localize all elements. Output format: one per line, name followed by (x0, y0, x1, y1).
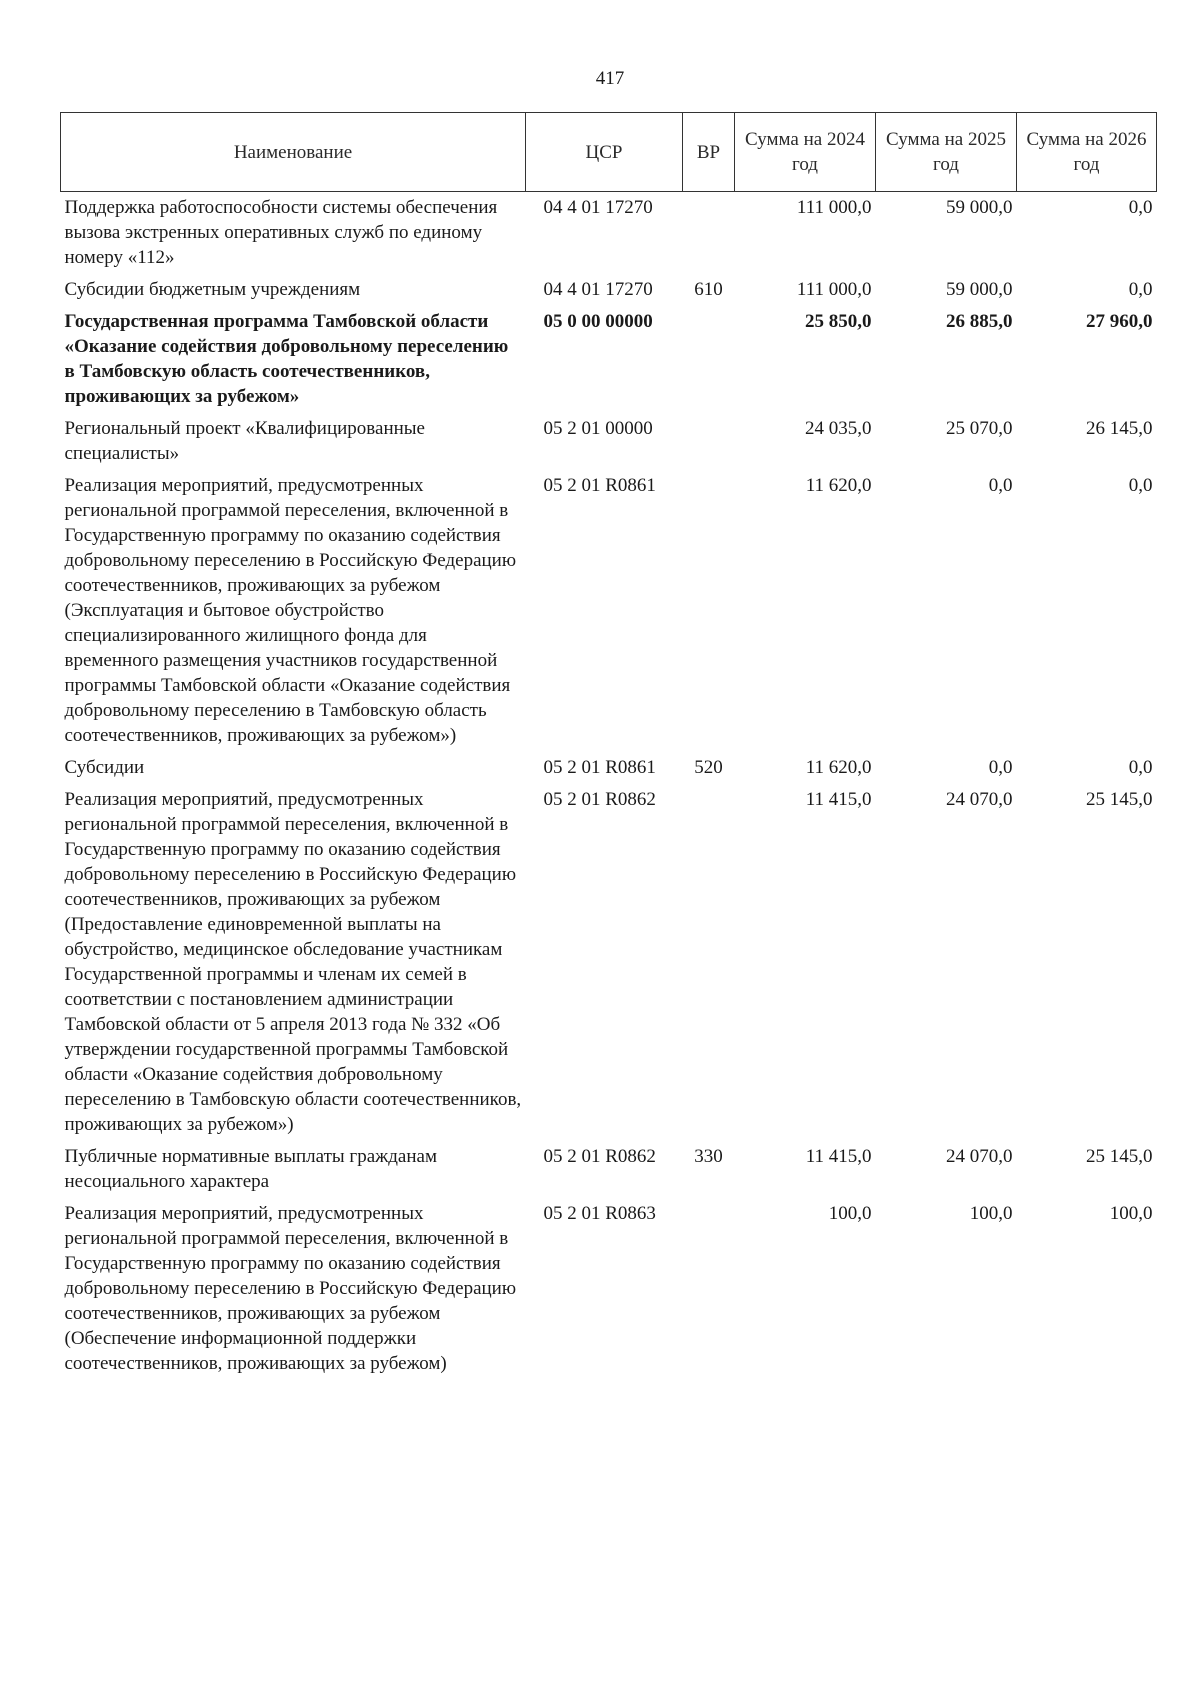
row-vr (683, 1198, 735, 1380)
row-csr: 05 2 01 R0862 (543, 1146, 656, 1167)
row-sum-2025: 25 070,0 (946, 418, 1013, 439)
row-vr (683, 306, 735, 413)
row-vr: 330 (694, 1146, 723, 1167)
row-sum-2024: 111 000,0 (796, 279, 872, 300)
row-sum-2025: 24 070,0 (946, 789, 1013, 810)
row-sum-2024: 11 415,0 (805, 1146, 872, 1167)
row-sum-2024: 11 415,0 (805, 789, 872, 810)
row-csr: 05 0 00 00000 (543, 311, 653, 332)
row-csr: 05 2 01 00000 (543, 418, 653, 439)
row-sum-2025: 24 070,0 (946, 1146, 1013, 1167)
header-sum-2025: Сумма на 2025 год (876, 113, 1017, 192)
row-vr (683, 784, 735, 1141)
page-number: 417 (595, 68, 625, 89)
row-vr (683, 192, 735, 275)
row-sum-2026: 0,0 (1128, 279, 1153, 300)
row-csr: 04 4 01 17270 (543, 279, 653, 300)
row-csr: 05 2 01 R0861 (543, 475, 656, 496)
row-sum-2026: 0,0 (1128, 475, 1153, 496)
row-name: Региональный проект «Квалифицированные специалисты» (64, 418, 425, 464)
header-vr: ВР (683, 113, 735, 192)
row-sum-2026: 27 960,0 (1086, 311, 1153, 332)
row-sum-2026: 0,0 (1128, 757, 1153, 778)
row-name: Субсидии бюджетным учреждениям (64, 279, 361, 300)
row-name: Публичные нормативные выплаты гражданам несоциального характера (64, 1146, 437, 1192)
table-row (61, 752, 1157, 784)
row-vr: 610 (694, 279, 723, 300)
table-row (61, 1198, 1157, 1380)
header-name: Наименование (61, 113, 526, 192)
row-csr: 04 4 01 17270 (543, 197, 653, 218)
row-name: Поддержка работоспособности системы обеспечения вызова экстренных оперативных служб по единому номеру «112» (64, 197, 498, 268)
row-sum-2024: 100,0 (828, 1203, 872, 1224)
row-csr: 05 2 01 R0863 (543, 1203, 656, 1224)
table-header-row (61, 113, 1157, 192)
row-sum-2024: 11 620,0 (805, 475, 872, 496)
row-sum-2025: 26 885,0 (946, 311, 1013, 332)
header-sum-2026: Сумма на 2026 год (1017, 113, 1157, 192)
row-vr: 520 (694, 757, 723, 778)
row-name: Реализация мероприятий, предусмотренных региональной программой переселения, включенной в Государственную программу по оказанию содействия добровольному переселению в Российскую Федерацию соотечественников, проживающих за рубежом (Эксплуатация и бытовое обустройство специализированного жилищного фонда для временного размещения участников государственной программы Тамбовской области «Оказание содействия добровольному переселению в Тамбовскую область соотечественников, проживающих за рубежом») (64, 475, 517, 746)
table-row (61, 306, 1157, 413)
table-row (61, 192, 1157, 275)
row-name: Реализация мероприятий, предусмотренных региональной программой переселения, включенной в Государственную программу по оказанию содействия добровольному переселению в Российскую Федерацию соотечественников, проживающих за рубежом (Предоставление единовременной выплаты на обустройство, медицинское обследование участникам Государственной программы и членам их семей в соответствии с постановлением администрации Тамбовской области от 5 апреля 2013 года № 332 «Об утверждении государственной программы Тамбовской области «Оказание содействия добровольному переселению в Тамбовскую области соотечественников, проживающих за рубежом») (64, 789, 522, 1135)
table-row (61, 274, 1157, 306)
row-name: Субсидии (64, 757, 145, 778)
row-sum-2026: 0,0 (1128, 197, 1153, 218)
row-name: Государственная программа Тамбовской области «Оказание содействия добровольному переселению в Тамбовскую область соотечественников, проживающих за рубежом» (64, 311, 509, 407)
table-row (61, 784, 1157, 1141)
row-csr: 05 2 01 R0862 (543, 789, 656, 810)
row-sum-2025: 0,0 (988, 757, 1013, 778)
row-sum-2025: 59 000,0 (946, 197, 1013, 218)
row-sum-2026: 26 145,0 (1086, 418, 1153, 439)
row-sum-2024: 25 850,0 (805, 311, 872, 332)
table-row (61, 470, 1157, 752)
row-sum-2024: 24 035,0 (805, 418, 872, 439)
header-sum-2024: Сумма на 2024 год (735, 113, 876, 192)
row-vr (683, 470, 735, 752)
row-sum-2026: 25 145,0 (1086, 1146, 1153, 1167)
row-sum-2024: 11 620,0 (805, 757, 872, 778)
table-row (61, 1141, 1157, 1198)
row-sum-2026: 100,0 (1109, 1203, 1153, 1224)
row-vr (683, 413, 735, 470)
row-sum-2025: 100,0 (969, 1203, 1013, 1224)
row-sum-2024: 111 000,0 (796, 197, 872, 218)
row-name: Реализация мероприятий, предусмотренных региональной программой переселения, включенной в Государственную программу по оказанию содействия добровольному переселению в Российскую Федерацию соотечественников, проживающих за рубежом (Обеспечение информационной поддержки соотечественников, проживающих за рубежом) (64, 1203, 517, 1374)
row-sum-2026: 25 145,0 (1086, 789, 1153, 810)
table-row (61, 413, 1157, 470)
row-csr: 05 2 01 R0861 (543, 757, 656, 778)
header-csr: ЦСР (526, 113, 683, 192)
row-sum-2025: 59 000,0 (946, 279, 1013, 300)
row-sum-2025: 0,0 (988, 475, 1013, 496)
budget-table (60, 112, 1157, 1380)
